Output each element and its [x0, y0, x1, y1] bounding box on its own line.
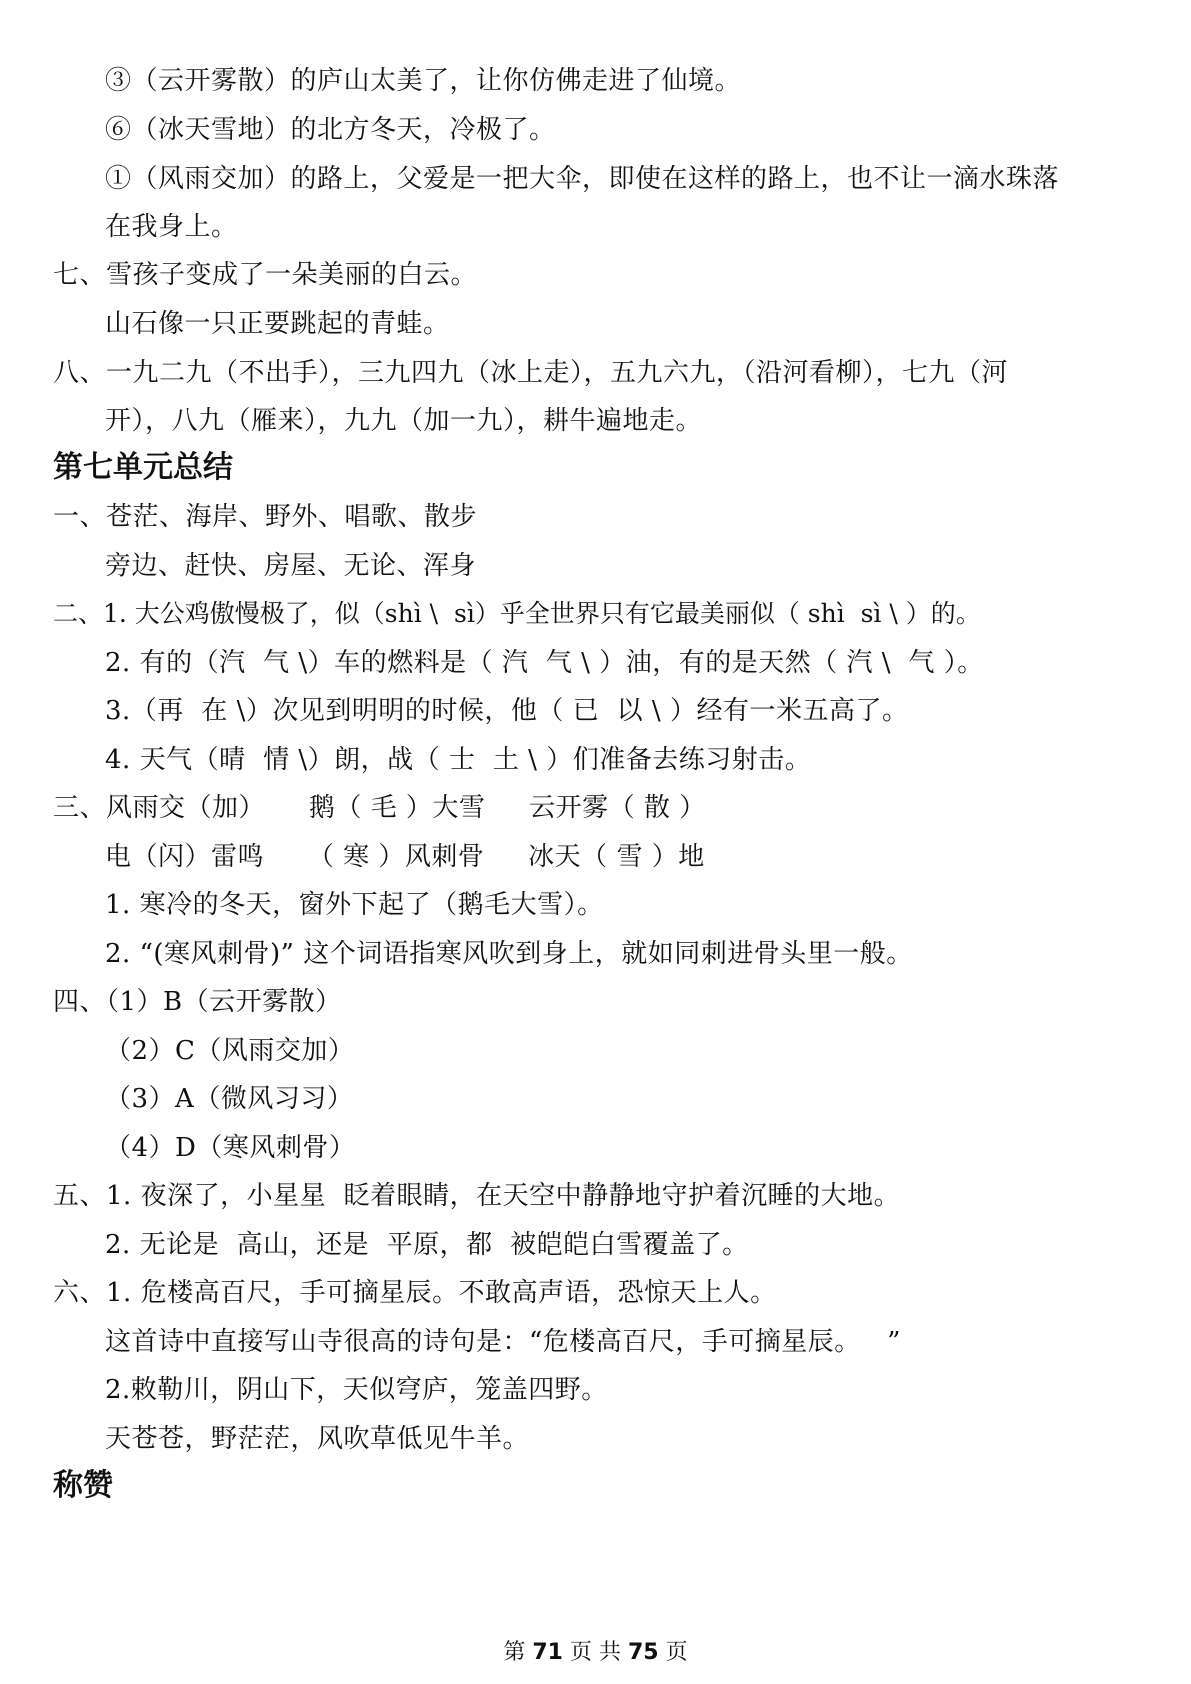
answer-line: ③（云开雾散）的庐山太美了，让你仿佛走进了仙境。: [105, 66, 742, 96]
section-title: 称赞: [53, 1468, 113, 1503]
answer-line: 一、苍茫、海岸、野外、唱歌、散步: [53, 502, 478, 532]
page-footer: [0, 1638, 1191, 1668]
answer-line: 2. “(寒风刺骨)” 这个词语指寒风吹到身上，就如同刺进骨头里一般。: [105, 939, 913, 969]
answer-line: 旁边、赶快、房屋、无论、浑身: [105, 551, 477, 581]
footer-suffix: 页: [658, 1640, 688, 1665]
answer-line: （2）C（风雨交加）: [105, 1036, 355, 1066]
answer-line: ①（风雨交加）的路上，父爱是一把大伞，即使在这样的路上，也不让一滴水珠落: [105, 164, 1060, 194]
answer-line: （4）D（寒风刺骨）: [105, 1133, 356, 1163]
answer-line: 2. 无论是 高山，还是 平原，都 被皑皑白雪覆盖了。: [105, 1230, 749, 1260]
answer-line: ⑥（冰天雪地）的北方冬天，冷极了。: [105, 115, 556, 145]
answer-line: 八、一九二九（不出手），三九四九（冰上走），五九六九，（沿河看柳），七九（河: [53, 358, 1009, 388]
answer-line: 电（闪）雷鸣 （ 寒 ）风刺骨 冰天（ 雪 ）地: [105, 842, 705, 872]
answer-line: 2.敕勒川，阴山下，天似穹庐，笼盖四野。: [105, 1375, 608, 1405]
answer-line: 开），八九（雁来），九九（加一九），耕牛遍地走。: [105, 406, 703, 436]
total-pages-number: 75: [627, 1640, 659, 1665]
answer-line: 1. 寒冷的冬天，窗外下起了（鹅毛大雪）。: [105, 890, 604, 920]
answer-line: 在我身上。: [105, 212, 238, 242]
answer-line: 这首诗中直接写山寺很高的诗句是：“危楼高百尺，手可摘星辰。 ”: [105, 1327, 901, 1357]
footer-middle: 页 共: [563, 1640, 628, 1665]
answer-line: 2. 有的（汽 气 \）车的燃料是（ 汽 气 \ ）油，有的是天然（ 汽 \ 气 ）。: [105, 648, 984, 678]
answer-line: 四、（1）B（云开雾散）: [53, 987, 342, 1017]
answer-line: 天苍苍，野茫茫，风吹草低见牛羊。: [105, 1424, 530, 1454]
answer-line: 五、1. 夜深了，小星星 眨着眼睛，在天空中静静地守护着沉睡的大地。: [53, 1181, 901, 1211]
answer-line: 3.（再 在 \）次见到明明的时候，他（ 已 以 \ ）经有一米五高了。: [105, 696, 909, 726]
answer-line: 4. 天气（晴 情 \）朗，战（ 士 土 \ ）们准备去练习射击。: [105, 745, 812, 775]
footer-prefix: 第: [503, 1640, 533, 1665]
answer-line: （3）A（微风习习）: [105, 1084, 354, 1114]
answer-line: 七、雪孩子变成了一朵美丽的白云。: [53, 260, 478, 290]
current-page-number: 71: [532, 1640, 563, 1665]
answer-line: 二、1. 大公鸡傲慢极了，似（shì \ sì）乎全世界只有它最美丽似（ shì sì \ ）的。: [53, 599, 981, 628]
section-title: 第七单元总结: [53, 450, 233, 485]
answer-line: 六、1. 危楼高百尺，手可摘星辰。不敢高声语，恐惊天上人。: [53, 1278, 777, 1308]
answer-line: 三、风雨交（加） 鹅（ 毛 ）大雪 云开雾（ 散 ）: [53, 793, 706, 823]
answer-line: 山石像一只正要跳起的青蛙。: [105, 309, 450, 339]
